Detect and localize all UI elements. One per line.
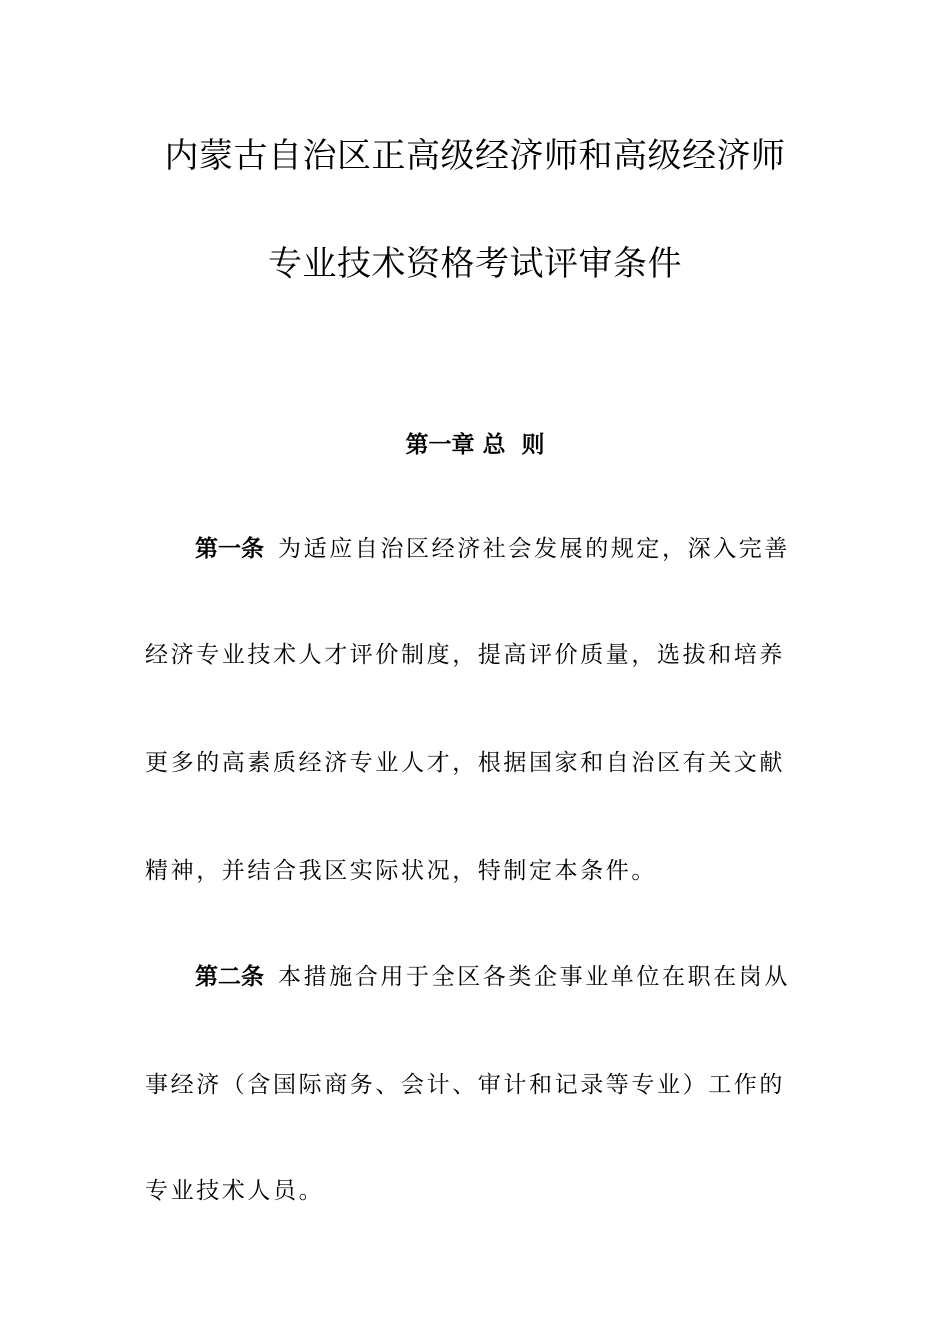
article-1-line-2: 经济专业技术人才评价制度，提高评价质量，选拔和培养 [145,642,785,668]
article-2-line-2: 事经济（含国际商务、会计、审计和记录等专业）工作的 [145,1072,785,1098]
article-1-text-1: 为适应自治区经济社会发展的规定，深入完善 [278,536,790,562]
article-2-label: 第二条 [195,964,264,990]
chapter-heading: 第一章 总 则 [405,432,545,458]
article-2-line-3: 专业技术人员。 [145,1178,325,1204]
article-2-line-1 [195,958,790,991]
article-1-line-3: 更多的高素质经济专业人才，根据国家和自治区有关文献 [145,750,785,776]
article-1-label: 第一条 [195,536,264,562]
article-1-line-4: 精神，并结合我区实际状况，特制定本条件。 [145,858,657,884]
document-title-line-1: 内蒙古自治区正高级经济师和高级经济师 [164,136,786,176]
article-1-line-1 [195,530,790,563]
article-2-text-1: 本措施合用于全区各类企事业单位在职在岗从 [278,964,790,990]
document-title-line-2: 专业技术资格考试评审条件 [268,244,682,284]
